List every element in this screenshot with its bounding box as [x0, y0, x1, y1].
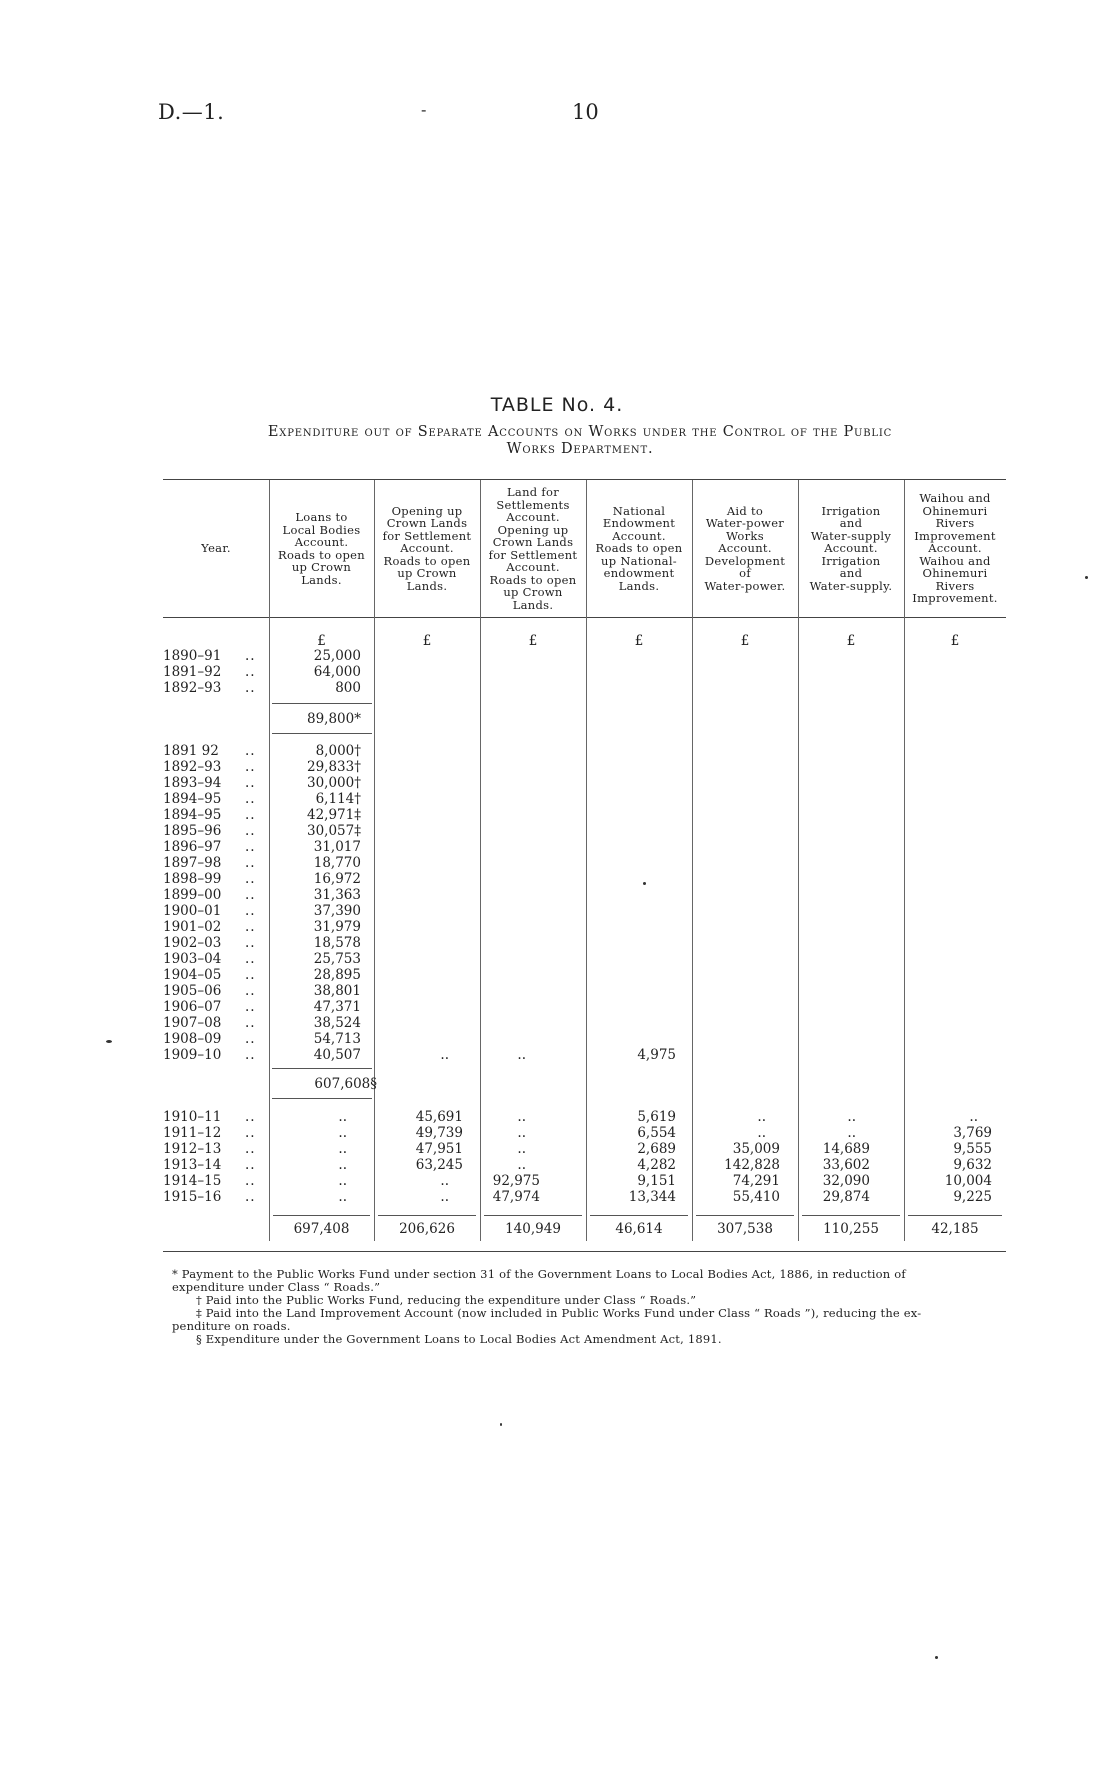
total-rule — [590, 1215, 688, 1216]
nil-cell: .. — [338, 1189, 347, 1205]
column-header-line: Roads to open — [489, 572, 577, 587]
nil-cell: .. — [757, 1125, 766, 1141]
amount-cell: 3,769 — [953, 1125, 992, 1141]
column-header-line: Irrigation — [821, 503, 881, 518]
amount-cell: 64,000 — [313, 664, 361, 680]
leader-dots: .. — [245, 743, 256, 759]
year-cell: 1913–14 — [163, 1157, 222, 1173]
column-header-line: Improvement — [914, 528, 996, 543]
column-header-line: up Crown — [503, 585, 563, 599]
amount-cell: 18,770 — [313, 855, 361, 871]
leader-dots: .. — [245, 935, 256, 951]
amount-cell: 47,951 — [415, 1141, 463, 1157]
amount-cell: 4,282 — [637, 1157, 676, 1173]
column-header — [480, 480, 586, 617]
subtotal-amount: 607,608§ — [314, 1076, 377, 1092]
subtotal-rule — [272, 703, 372, 704]
year-cell: 1895–96 — [163, 823, 222, 839]
amount-cell: 30,057‡ — [307, 823, 361, 839]
amount-cell: 142,828 — [724, 1157, 780, 1173]
column-header-line: Account. — [612, 528, 666, 543]
nil-cell: .. — [338, 1141, 347, 1157]
amount-cell: 9,555 — [953, 1141, 992, 1157]
total-amount: 307,538 — [717, 1221, 773, 1237]
leader-dots: .. — [245, 1189, 256, 1205]
amount-cell: 29,833† — [307, 759, 361, 775]
year-cell: 1906–07 — [163, 999, 222, 1015]
amount-cell: 8,000† — [315, 743, 361, 759]
leader-dots: .. — [245, 1015, 256, 1031]
nil-cell: .. — [440, 1047, 449, 1063]
nil-cell: .. — [440, 1173, 449, 1189]
column-header-text — [489, 486, 578, 611]
leader-dots: .. — [245, 855, 256, 871]
year-cell: 1894–95 — [163, 807, 222, 823]
subtitle-line: Works Department. — [506, 441, 654, 457]
scan-speck — [1085, 576, 1088, 579]
currency-symbol: £ — [740, 633, 750, 649]
column-header-line: Land for — [507, 485, 559, 499]
total-amount: 697,408 — [293, 1221, 350, 1237]
column-header-line: for Settlement — [382, 528, 472, 543]
amount-cell: 37,390 — [313, 903, 361, 919]
total-amount: 110,255 — [823, 1221, 879, 1237]
header-dash: - — [421, 100, 427, 119]
column-header-line: for Settlement — [488, 547, 578, 562]
currency-symbol: £ — [634, 633, 644, 649]
year-cell: 1898–99 — [163, 871, 222, 887]
year-cell: 1890–91 — [163, 648, 222, 664]
amount-cell: 29,874 — [822, 1189, 870, 1205]
footnotes — [172, 1268, 1002, 1346]
year-cell: 1914–15 — [163, 1173, 222, 1189]
column-header-line: Endowment — [602, 516, 676, 531]
amount-cell: 74,291 — [732, 1173, 780, 1189]
column-header-text — [705, 505, 786, 593]
amount-cell: 9,225 — [953, 1189, 992, 1205]
leader-dots: .. — [245, 839, 256, 855]
year-cell: 1902–03 — [163, 935, 222, 951]
nil-cell: .. — [440, 1189, 449, 1205]
column-header-line: Account. — [294, 535, 349, 549]
nil-cell: .. — [847, 1125, 856, 1141]
column-header-line: Opening up — [497, 522, 569, 537]
year-cell: 1903–04 — [163, 951, 222, 967]
page-number: 10 — [572, 100, 599, 124]
year-cell: 1892–93 — [163, 680, 222, 696]
subtitle-line: Expenditure out of Separate Accounts on Works under the Control of the Public — [267, 424, 893, 440]
currency-symbol: £ — [528, 633, 538, 649]
nil-cell: .. — [517, 1125, 526, 1141]
amount-cell: 40,507 — [313, 1047, 361, 1063]
year-cell: 1893–94 — [163, 775, 222, 791]
column-header-line: National — [612, 503, 666, 518]
nil-cell: .. — [517, 1157, 526, 1173]
year-cell: 1894–95 — [163, 791, 222, 807]
total-amount: 46,614 — [615, 1221, 663, 1237]
year-cell: 1897–98 — [163, 855, 222, 871]
amount-cell: 2,689 — [637, 1141, 676, 1157]
amount-cell: 4,975 — [637, 1047, 676, 1063]
column-header-line: Waihou and — [919, 553, 991, 568]
nil-cell: .. — [338, 1157, 347, 1173]
column-header — [798, 480, 904, 617]
column-header — [692, 480, 798, 617]
amount-cell: 31,017 — [313, 839, 361, 855]
column-header-line: Water-power — [705, 516, 785, 531]
column-header-line: Improvement. — [912, 591, 998, 606]
column-header-line: Loans to — [295, 510, 348, 524]
subtotal-amount: 89,800* — [307, 711, 361, 727]
column-header-text — [201, 542, 231, 555]
amount-cell: 10,004 — [944, 1173, 992, 1189]
column-header-line: Lands. — [512, 597, 554, 612]
column-header-line: Account. — [506, 510, 560, 524]
currency-symbol: £ — [846, 633, 856, 649]
amount-cell: 13,344 — [628, 1189, 676, 1205]
amount-cell: 54,713 — [313, 1031, 361, 1047]
leader-dots: .. — [245, 983, 256, 999]
leader-dots: .. — [245, 664, 256, 680]
year-cell: 1908–09 — [163, 1031, 222, 1047]
total-rule — [273, 1215, 370, 1216]
leader-dots: .. — [245, 1125, 256, 1141]
table-title: TABLE No. 4. — [490, 394, 624, 416]
year-cell: 1892–93 — [163, 759, 222, 775]
leader-dots: .. — [245, 680, 256, 696]
amount-cell: 16,972 — [313, 871, 361, 887]
currency-symbol: £ — [950, 633, 960, 649]
column-header-line: Ohinemuri — [922, 566, 988, 581]
column-header-line: Local Bodies — [282, 522, 361, 537]
leader-dots: .. — [245, 967, 256, 983]
amount-cell: 55,410 — [732, 1189, 780, 1205]
column-header-text — [810, 505, 893, 593]
amount-cell: 800 — [335, 680, 361, 696]
subtotal-rule — [272, 733, 372, 734]
column-header-line: Account. — [718, 541, 772, 556]
amount-cell: 9,632 — [953, 1157, 992, 1173]
column-header-line: Crown Lands — [492, 535, 574, 549]
column-header-line: Works — [726, 528, 764, 543]
column-header-line: and — [839, 566, 863, 581]
year-cell: 1915–16 — [163, 1189, 222, 1205]
column-header — [269, 480, 374, 617]
column-header-text — [912, 492, 998, 605]
column-header-line: Account. — [824, 541, 878, 556]
leader-dots: .. — [245, 759, 256, 775]
subtotal-rule — [272, 1098, 372, 1099]
amount-cell: 35,009 — [732, 1141, 780, 1157]
leader-dots: .. — [245, 807, 256, 823]
column-header-line: Irrigation — [821, 553, 881, 568]
total-amount: 206,626 — [399, 1221, 455, 1237]
footnote: expenditure under Class “ Roads.” — [172, 1280, 381, 1294]
column-header-line: Water-power. — [704, 578, 786, 593]
amount-cell: 9,151 — [637, 1173, 676, 1189]
leader-dots: .. — [245, 1141, 256, 1157]
column-header-line: Lands. — [301, 572, 342, 587]
column-header — [904, 480, 1006, 617]
year-cell: 1912–13 — [163, 1141, 222, 1157]
amount-cell: 38,801 — [313, 983, 361, 999]
amount-cell: 31,363 — [313, 887, 361, 903]
scan-speck — [106, 1040, 112, 1043]
column-header-line: Roads to open — [595, 541, 683, 556]
leader-dots: .. — [245, 1109, 256, 1125]
year-cell: 1909–10 — [163, 1047, 222, 1063]
year-cell: 1910–11 — [163, 1109, 222, 1125]
amount-cell: 18,578 — [313, 935, 361, 951]
nil-cell: .. — [338, 1173, 347, 1189]
column-header-line: Waihou and — [919, 491, 991, 506]
column-header-line: up National- — [601, 553, 677, 568]
nil-cell: .. — [338, 1109, 347, 1125]
amount-cell: 49,739 — [415, 1125, 463, 1141]
year-cell: 1904–05 — [163, 967, 222, 983]
column-header-line: up Crown — [397, 566, 457, 581]
column-header-line: Roads to open — [278, 547, 365, 562]
leader-dots: .. — [245, 1157, 256, 1173]
amount-cell: 30,000† — [307, 775, 361, 791]
leader-dots: .. — [245, 775, 256, 791]
amount-cell: 42,971‡ — [307, 807, 361, 823]
amount-cell: 25,753 — [313, 951, 361, 967]
column-header-line: Lands. — [618, 578, 660, 593]
total-rule — [484, 1215, 582, 1216]
footnote: ‡ Paid into the Land Improvement Account (now included in Public Works Fund under Class “ Roads ”), reducing the ex- — [196, 1306, 922, 1320]
column-header-text — [596, 505, 683, 593]
leader-dots: .. — [245, 1031, 256, 1047]
column-header-line: Year. — [201, 541, 231, 556]
leader-dots: .. — [245, 648, 256, 664]
currency-symbol: £ — [422, 633, 432, 649]
nil-cell: .. — [517, 1141, 526, 1157]
total-rule — [696, 1215, 794, 1216]
year-cell: 1911–12 — [163, 1125, 222, 1141]
year-cell: 1899–00 — [163, 887, 222, 903]
total-rule — [908, 1215, 1002, 1216]
nil-cell: .. — [338, 1125, 347, 1141]
leader-dots: .. — [245, 903, 256, 919]
scan-speck — [500, 1423, 502, 1426]
column-header — [586, 480, 692, 617]
amount-cell: 45,691 — [415, 1109, 463, 1125]
column-header-line: Development — [704, 553, 786, 568]
column-header-line: Rivers — [935, 516, 975, 531]
column-header-line: and — [839, 516, 863, 531]
year-cell: 1907–08 — [163, 1015, 222, 1031]
currency-symbol: £ — [317, 633, 326, 649]
column-header-line: up Crown — [291, 560, 352, 574]
table-bottom-rule — [163, 1251, 1006, 1252]
column-header — [374, 480, 480, 617]
year-cell: 1891–92 — [163, 664, 222, 680]
amount-cell: 33,602 — [822, 1157, 870, 1173]
amount-cell: 92,975 — [492, 1173, 540, 1189]
column-header-line: Aid to — [726, 503, 764, 518]
leader-dots: .. — [245, 999, 256, 1015]
amount-cell: 38,524 — [313, 1015, 361, 1031]
scan-speck — [643, 882, 646, 885]
year-cell: 1891 92 — [163, 743, 219, 759]
amount-cell: 47,371 — [313, 999, 361, 1015]
amount-cell: 63,245 — [415, 1157, 463, 1173]
year-cell: 1901–02 — [163, 919, 222, 935]
amount-cell: 32,090 — [822, 1173, 870, 1189]
total-rule — [378, 1215, 476, 1216]
amount-cell: 14,689 — [822, 1141, 870, 1157]
total-rule — [802, 1215, 900, 1216]
header-bottom-rule — [163, 617, 1006, 618]
column-header — [163, 480, 269, 617]
column-header-line: Account. — [400, 541, 454, 556]
amount-cell: 6,554 — [637, 1125, 676, 1141]
leader-dots: .. — [245, 919, 256, 935]
column-header-line: Water-supply — [810, 528, 892, 543]
nil-cell: .. — [517, 1109, 526, 1125]
table-subtitle — [170, 424, 990, 458]
scan-speck — [935, 1656, 938, 1659]
footnote: † Paid into the Public Works Fund, reducing the expenditure under Class “ Roads.” — [196, 1293, 697, 1307]
column-header-line: Settlements — [496, 497, 570, 512]
total-amount: 42,185 — [931, 1221, 979, 1237]
column-header-line: Account. — [506, 560, 560, 574]
column-header-line: Rivers — [935, 578, 975, 593]
leader-dots: .. — [245, 1047, 256, 1063]
column-header-line: Opening up — [391, 503, 463, 518]
year-cell: 1900–01 — [163, 903, 222, 919]
leader-dots: .. — [245, 791, 256, 807]
column-header-line: Lands. — [406, 578, 448, 593]
year-cell: 1905–06 — [163, 983, 222, 999]
year-cell: 1896–97 — [163, 839, 222, 855]
nil-cell: .. — [847, 1109, 856, 1125]
amount-cell: 31,979 — [313, 919, 361, 935]
nil-cell: .. — [517, 1047, 526, 1063]
column-header-line: endowment — [603, 566, 675, 581]
column-header-line: Water-supply. — [809, 578, 893, 593]
column-header-line: Crown Lands — [386, 516, 468, 531]
amount-cell: 28,895 — [313, 967, 361, 983]
subtotal-rule — [272, 1068, 372, 1069]
amount-cell: 25,000 — [313, 648, 361, 664]
column-header-text — [278, 511, 365, 586]
amount-cell: 47,974 — [492, 1189, 540, 1205]
column-header-line: of — [739, 566, 751, 581]
column-header-line: Account. — [928, 541, 982, 556]
nil-cell: .. — [969, 1109, 978, 1125]
amount-cell: 5,619 — [637, 1109, 676, 1125]
amount-cell: 6,114† — [315, 791, 361, 807]
leader-dots: .. — [245, 1173, 256, 1189]
footnote: § Expenditure under the Government Loans to Local Bodies Act Amendment Act, 1891. — [196, 1332, 722, 1346]
leader-dots: .. — [245, 823, 256, 839]
total-amount: 140,949 — [505, 1221, 561, 1237]
leader-dots: .. — [245, 951, 256, 967]
leader-dots: .. — [245, 871, 256, 887]
footnote: * Payment to the Public Works Fund under section 31 of the Government Loans to Local Bodies Act, 1886, in reduction of — [172, 1267, 906, 1281]
nil-cell: .. — [757, 1109, 766, 1125]
leader-dots: .. — [245, 887, 256, 903]
document-reference: D.—1. — [158, 100, 225, 124]
column-header-line: Roads to open — [383, 553, 471, 568]
column-header-line: Ohinemuri — [922, 503, 988, 518]
footnote: penditure on roads. — [172, 1319, 291, 1333]
column-header-text — [383, 505, 472, 593]
